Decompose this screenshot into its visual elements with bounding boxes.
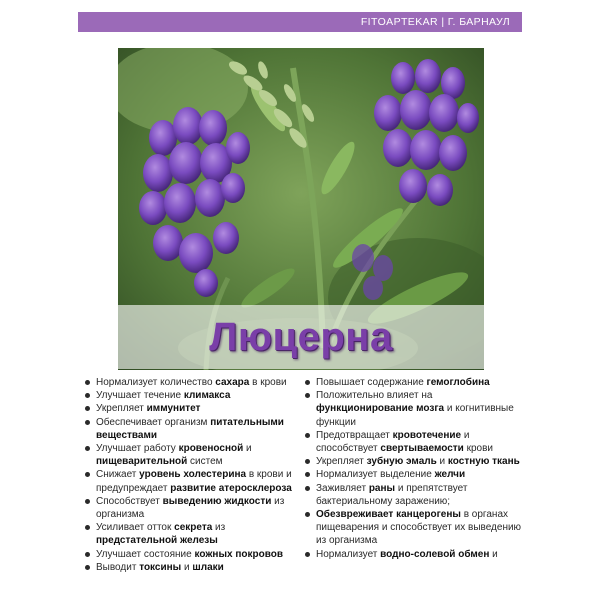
benefit-keyword: уровень холестерина (139, 469, 247, 481)
benefit-text: Способствует (96, 495, 163, 507)
benefit-keyword: кровотечение (392, 429, 462, 441)
benefit-keyword: питательными веществами (96, 416, 284, 441)
page-title: Люцерна (209, 314, 393, 359)
benefit-text: Нормализует (316, 548, 381, 560)
benefit-keyword: желчи (434, 469, 466, 481)
benefit-text: Нормализует количество (96, 377, 216, 388)
benefit-keyword: кожных покровов (194, 548, 283, 560)
benefit-text: Укрепляет (316, 456, 367, 468)
benefit-item (84, 521, 300, 547)
benefit-item (84, 416, 300, 442)
benefit-text: и способствует (316, 429, 470, 455)
benefit-keyword: развитие атеросклероза (170, 482, 292, 494)
benefit-text: Усиливает отток (96, 522, 175, 534)
benefit-item (304, 389, 524, 429)
title-band (118, 305, 484, 369)
benefit-keyword: свертываемости (380, 443, 464, 455)
benefit-item (84, 468, 300, 494)
benefit-text: Улучшает работу (96, 443, 179, 455)
benefit-item (304, 455, 524, 468)
benefit-text: и (243, 443, 252, 455)
benefit-text: и (489, 548, 498, 560)
benefit-keyword: раны (368, 482, 396, 494)
benefit-item (84, 442, 300, 468)
benefit-keyword: костную ткань (447, 456, 520, 468)
benefit-item (304, 548, 524, 561)
benefit-text: Улучшает течение (96, 390, 184, 402)
benefit-text: Укрепляет (96, 403, 147, 415)
benefit-item (304, 376, 524, 389)
benefit-keyword: выведению жидкости (162, 495, 272, 507)
benefit-item (304, 482, 524, 508)
benefit-item (304, 429, 524, 455)
benefit-item (304, 508, 524, 548)
benefit-keyword: климакса (183, 390, 231, 402)
benefit-item (84, 495, 300, 521)
benefit-text: Снижает (96, 469, 140, 481)
benefit-item (84, 389, 300, 402)
benefit-item (84, 376, 300, 389)
benefit-text: Предотвращает (316, 429, 393, 441)
benefit-item (84, 402, 300, 415)
benefit-keyword: токсины (139, 561, 182, 573)
benefit-text: Улучшает состояние (96, 548, 195, 560)
benefit-item (84, 548, 300, 561)
benefit-text: систем (187, 456, 223, 468)
header-bar (78, 12, 522, 32)
benefits-list-right (304, 376, 524, 574)
benefit-keyword: пищеварительной (96, 456, 188, 468)
benefit-text: Положительно влияет на (316, 390, 433, 402)
benefit-text: в крови (249, 377, 287, 388)
benefit-text: Обеспечивает организм (96, 416, 211, 428)
benefit-text: Повышает содержание (316, 377, 427, 388)
benefit-item (84, 561, 300, 574)
benefit-text: в органах пищеварения и способствует их выведению из организма (316, 509, 522, 547)
benefit-text: и (436, 456, 448, 468)
benefit-keyword: Обезвреживает канцерогены (316, 509, 461, 521)
benefit-text: и когнитивные функции (316, 403, 514, 428)
benefit-keyword: функционирование мозга (316, 403, 445, 415)
benefit-keyword: предстательной железы (96, 535, 218, 547)
benefits-columns (84, 376, 524, 574)
benefit-text: крови (463, 443, 494, 455)
benefit-text: и (181, 561, 193, 573)
benefit-item (304, 468, 524, 481)
benefit-text: из (212, 522, 226, 534)
benefit-keyword: шлаки (192, 561, 224, 573)
benefit-text: из организма (96, 495, 285, 521)
benefit-keyword: сахара (215, 377, 250, 388)
benefit-text: Заживляет (316, 482, 369, 494)
benefit-keyword: гемоглобина (426, 377, 490, 388)
benefit-text: в крови и предупреждает (96, 469, 292, 494)
benefit-text: и препятствует бактериальному заражению; (316, 482, 468, 507)
header-text: FITOAPTEKAR | Г. БАРНАУЛ (360, 16, 510, 28)
benefit-text: Нормализует выделение (316, 469, 435, 481)
benefit-keyword: водно-солевой обмен (380, 548, 490, 560)
benefit-text: Выводит (96, 561, 140, 573)
benefit-keyword: кровеносной (178, 443, 244, 455)
benefit-keyword: иммунитет (146, 403, 201, 415)
benefit-keyword: секрета (174, 522, 213, 534)
benefits-list-left (84, 376, 300, 574)
benefit-keyword: зубную эмаль (366, 456, 437, 468)
